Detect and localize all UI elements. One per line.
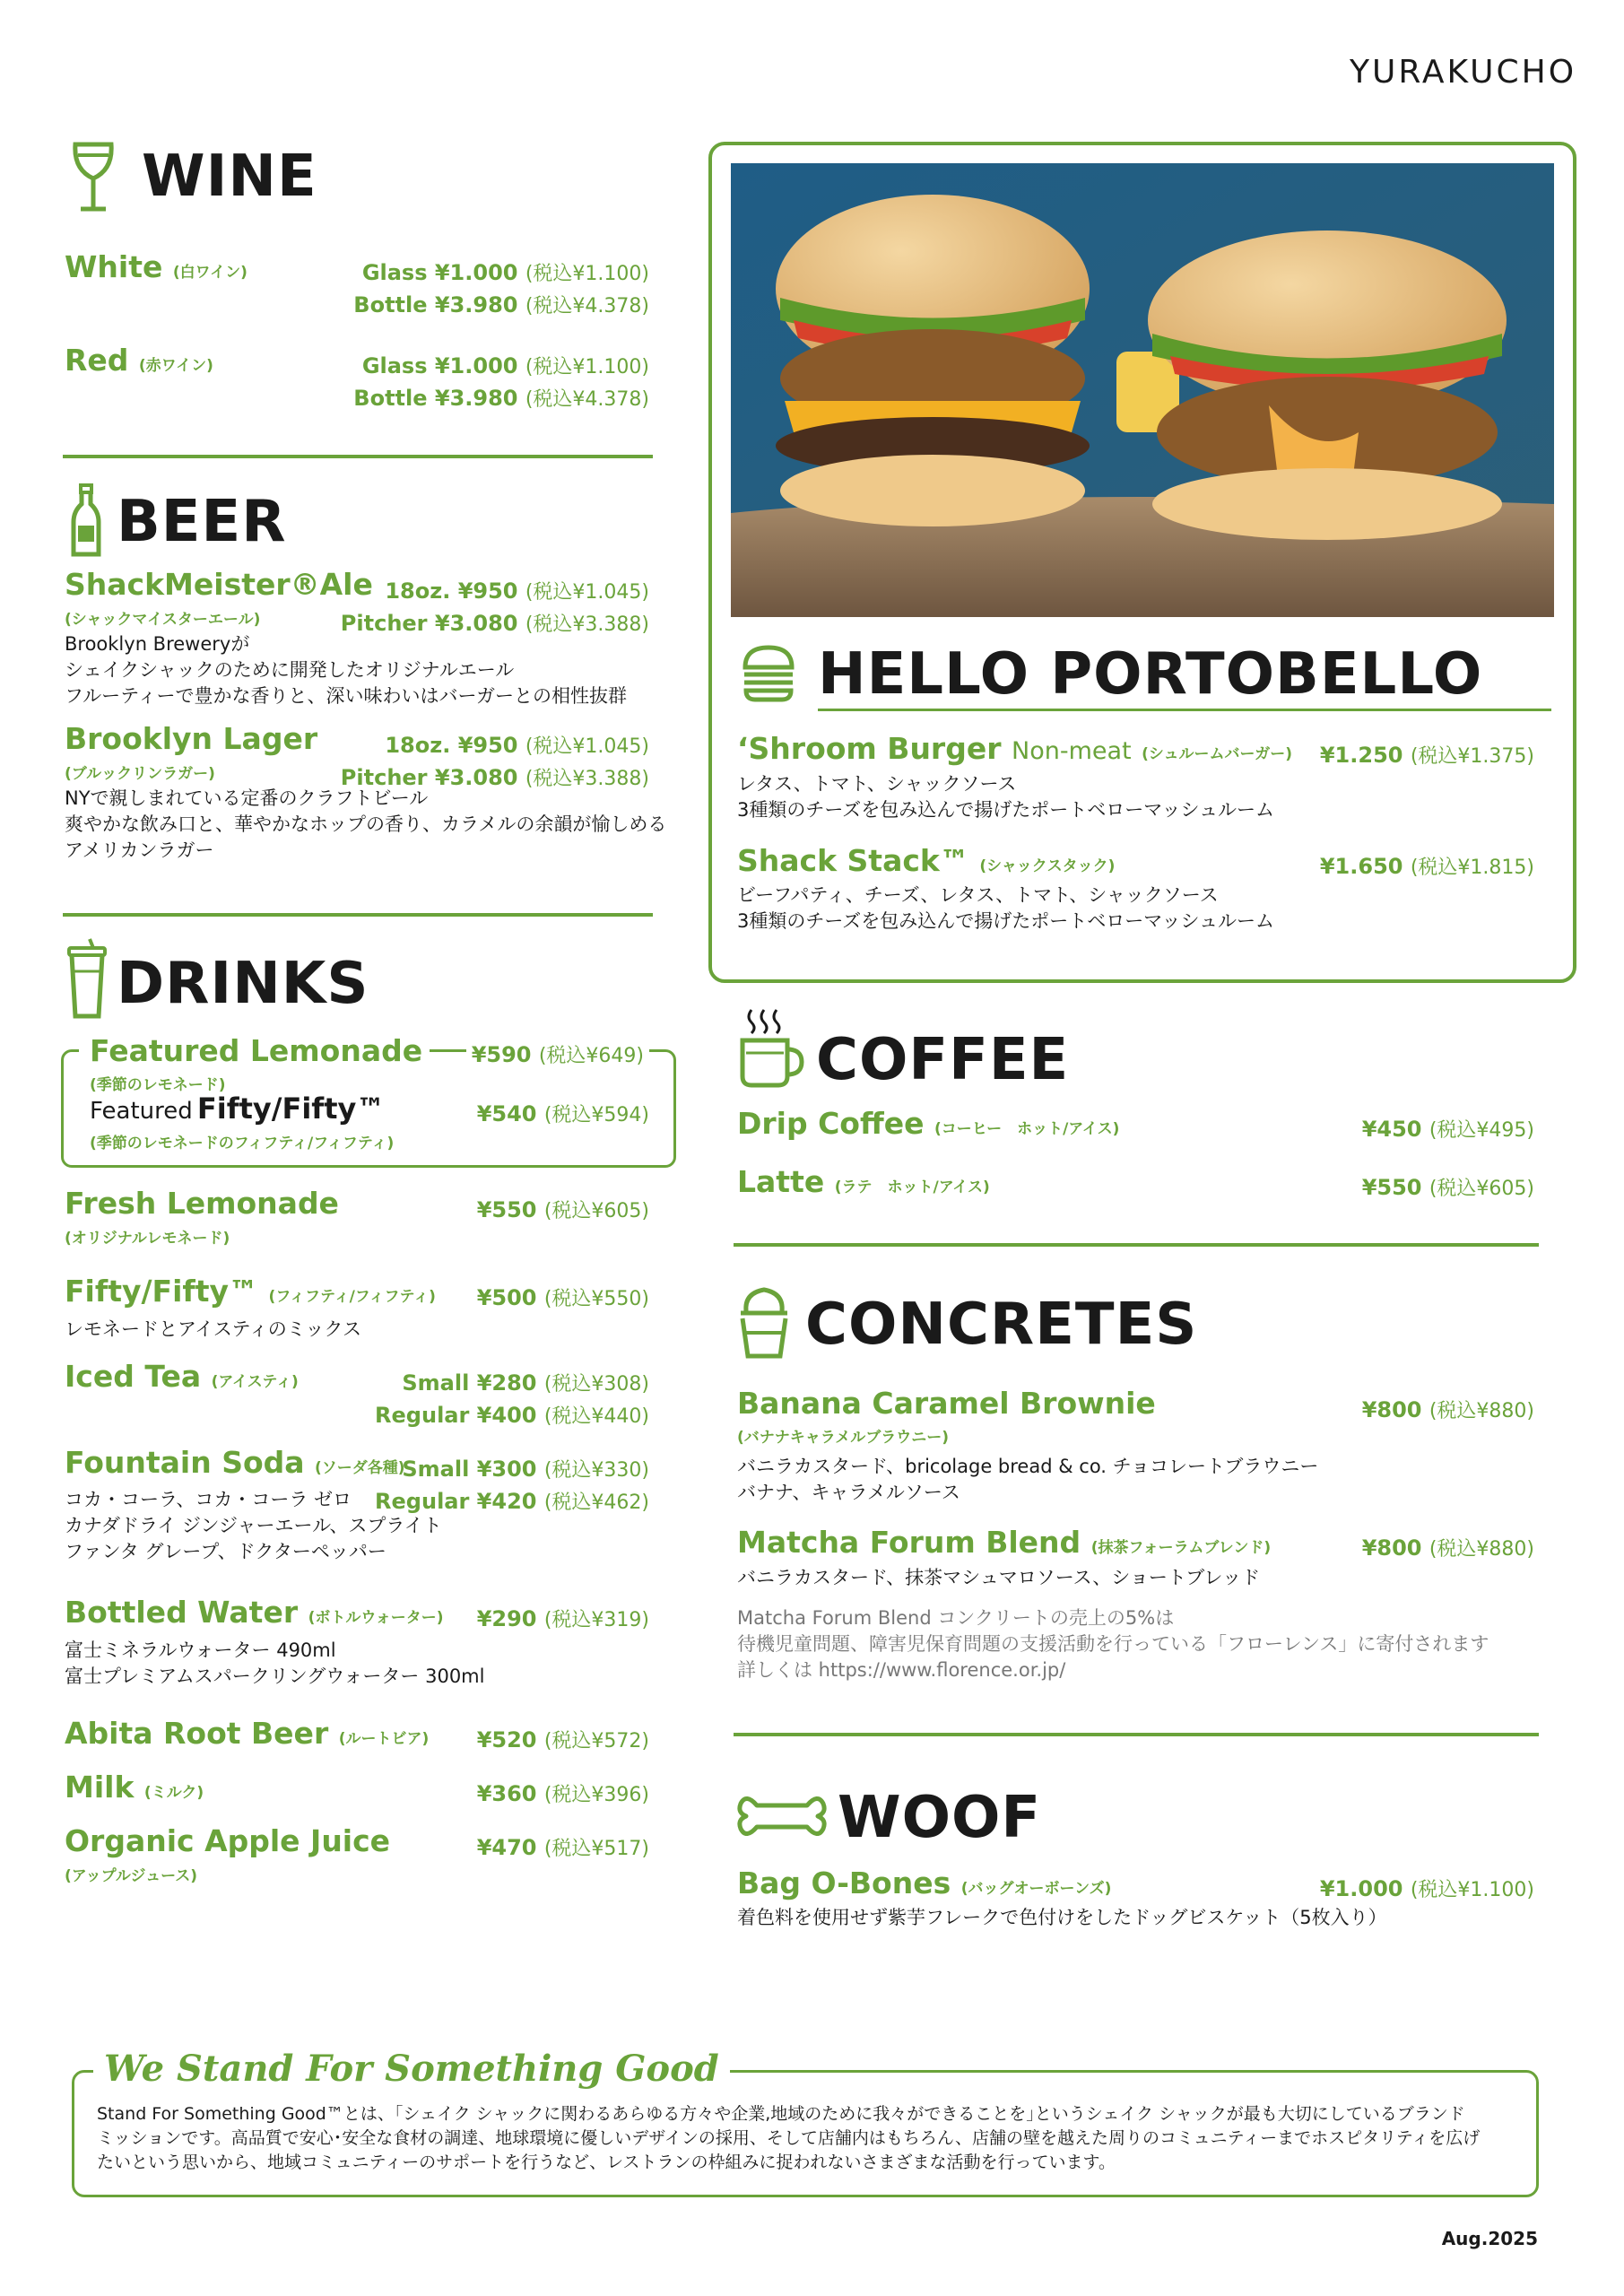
beer-lager-price-pitcher: Pitcher ¥3.080 (税込¥3.388)	[340, 765, 649, 790]
fountain-soda-price-regular: Regular ¥420 (税込¥462)	[375, 1489, 649, 1514]
apple-juice-jp: (アップルジュース)	[65, 1867, 198, 1885]
banana-brownie-jp: (バナナキャラメルブラウニー)	[737, 1429, 950, 1447]
fiftyfifty-name: Fifty/Fifty™ (フィフティ/フィフティ)	[65, 1274, 436, 1309]
matcha-blend-name: Matcha Forum Blend (抹茶フォーラムブレンド)	[737, 1525, 1272, 1560]
wine-glass-icon	[70, 139, 117, 215]
beer-lager-jp: (ブルックリンラガー)	[65, 765, 215, 783]
matcha-blend-price: ¥800 (税込¥880)	[1361, 1535, 1534, 1561]
banana-brownie-name: Banana Caramel Brownie	[737, 1386, 1156, 1421]
fountain-soda-price-small: Small ¥300 (税込¥330)	[402, 1457, 649, 1482]
ssg-title: We Stand For Something Good	[93, 2048, 730, 2090]
shroom-burger-name: ‘Shroom Burger Non-meat (シュルームバーガー)	[737, 731, 1292, 766]
bottled-water-desc: 富士ミネラルウォーター 490ml 富士プレミアムスパークリングウォーター 300ml	[65, 1639, 485, 1687]
iced-tea-price-small: Small ¥280 (税込¥308)	[402, 1370, 649, 1396]
shroom-burger-price: ¥1.250 (税込¥1.375)	[1319, 743, 1534, 768]
bottled-water-name: Bottled Water (ボトルウォーター)	[65, 1595, 444, 1630]
iced-tea-name: Iced Tea (アイスティ)	[65, 1359, 299, 1394]
shack-stack-price: ¥1.650 (税込¥1.815)	[1319, 854, 1534, 879]
milk-name: Milk (ミルク)	[65, 1770, 204, 1805]
divider	[734, 1733, 1539, 1736]
concrete-cup-icon	[737, 1283, 791, 1360]
milk-price: ¥360 (税込¥396)	[476, 1781, 649, 1806]
fountain-soda-desc: コカ・コーラ、コカ・コーラ ゼロ カナダドライ ジンジャーエール、スプライト ファンタ グレープ、ドクターペッパー	[65, 1489, 442, 1562]
ssg-text: Stand For Something Good™とは、｢シェイク シャックに関わるあらゆる方々や企業,地域のために我々ができることを｣というシェイク シャックが最も大切にしているブランド ミッションです。高品質で安心･安全な食材の調達、地球環境に優しいデザインの採用、そして店舗内はもちろん、店舗の壁を越えた周りのコミュニティーまでホスピタリティを広げ たいという思いから、地域コミュニティーのサポートを行うなど、レストランの枠組みに捉われないさまざまな活動を行っています。	[97, 2104, 1481, 2172]
root-beer-price: ¥520 (税込¥572)	[476, 1727, 649, 1752]
coffee-mug-icon	[737, 1006, 805, 1089]
banana-brownie-price: ¥800 (税込¥880)	[1361, 1397, 1534, 1422]
burger-icon	[742, 644, 795, 703]
concretes-title: CONCRETES	[805, 1292, 1198, 1358]
beer-lager-desc: NYで親しまれている定番のクラフトビール 爽やかな飲み口と、華やかなホップの香り、カラメルの余韻が愉しめる アメリカンラガー	[65, 787, 667, 861]
coffee-title: COFFEE	[816, 1027, 1070, 1093]
wine-white-glass-price: Glass ¥1.000 (税込¥1.100)	[361, 260, 649, 285]
shack-stack-desc: ビーフパティ、チーズ、レタス、トマト、シャックソース 3種類のチーズを包み込んで揚げたポートベローマッシュルーム	[737, 884, 1275, 932]
bag-o-bones-desc: 着色料を使用せず紫芋フレークで色付けをしたドッグビスケット（5枚入り）	[737, 1907, 1387, 1928]
wine-white-name: White (白ワイン)	[65, 249, 248, 284]
iced-tea-price-regular: Regular ¥400 (税込¥440)	[375, 1403, 649, 1428]
bottled-water-price: ¥290 (税込¥319)	[476, 1606, 649, 1631]
drip-coffee-price: ¥450 (税込¥495)	[1361, 1117, 1534, 1142]
featured-fiftyfifty-name: Featured Fifty/Fifty™	[90, 1091, 386, 1126]
featured-fiftyfifty-jp: (季節のレモネードのフィフティ/フィフティ)	[90, 1135, 395, 1152]
apple-juice-name: Organic Apple Juice	[65, 1823, 391, 1858]
florence-note: Matcha Forum Blend コンクリートの売上の5%は 待機児童問題、障害児保育問題の支援活動を行っている「フローレンス」に寄付されます 詳しくは https://www.florence.or.jp/	[737, 1607, 1489, 1681]
burger-photo	[731, 163, 1554, 617]
fiftyfifty-price: ¥500 (税込¥550)	[476, 1285, 649, 1310]
fiftyfifty-desc: レモネードとアイスティのミックス	[65, 1318, 362, 1340]
fresh-lemonade-jp: (オリジナルレモネード)	[65, 1230, 230, 1248]
dog-bone-icon	[737, 1789, 827, 1843]
wine-red-name: Red (赤ワイン)	[65, 343, 213, 378]
wine-red-bottle-price: Bottle ¥3.980 (税込¥4.378)	[353, 386, 649, 411]
beer-bottle-icon	[70, 483, 102, 558]
shack-stack-name: Shack Stack™ (シャックスタック)	[737, 843, 1116, 878]
wine-title: WINE	[142, 144, 317, 210]
beer-ale-name: ShackMeister®Ale	[65, 567, 373, 602]
wine-white-bottle-price: Bottle ¥3.980 (税込¥4.378)	[353, 292, 649, 317]
beer-title: BEER	[117, 489, 287, 555]
latte-name: Latte (ラテ ホット/アイス)	[737, 1164, 990, 1199]
divider	[63, 913, 653, 917]
beer-ale-jp: (シャックマイスターエール)	[65, 611, 261, 629]
drip-coffee-name: Drip Coffee (コーヒー ホット/アイス)	[737, 1106, 1120, 1141]
woof-title: WOOF	[838, 1785, 1042, 1851]
fountain-soda-name: Fountain Soda (ソーダ各種)	[65, 1445, 405, 1480]
featured-fiftyfifty-price: ¥540 (税込¥594)	[476, 1101, 649, 1126]
featured-lemonade-price: ¥590 (税込¥649)	[466, 1040, 649, 1068]
location-label: YURAKUCHO	[1350, 54, 1577, 91]
apple-juice-price: ¥470 (税込¥517)	[476, 1835, 649, 1860]
beer-ale-price-18oz: 18oz. ¥950 (税込¥1.045)	[385, 578, 649, 604]
root-beer-name: Abita Root Beer (ルートビア)	[65, 1716, 430, 1751]
drinks-title: DRINKS	[117, 951, 369, 1017]
banana-brownie-desc: バニラカスタード、bricolage bread & co. チョコレートブラウニー バナナ、キャラメルソース	[737, 1456, 1319, 1503]
bag-o-bones-name: Bag O-Bones (バッグオーボーンズ)	[737, 1866, 1112, 1900]
divider	[734, 1243, 1539, 1247]
shroom-burger-desc: レタス、トマト、シャックソース 3種類のチーズを包み込んで揚げたポートベローマッシュルーム	[737, 773, 1275, 821]
divider	[818, 709, 1551, 711]
portobello-title: HELLO PORTOBELLO	[818, 641, 1483, 708]
fresh-lemonade-price: ¥550 (税込¥605)	[476, 1197, 649, 1222]
divider	[63, 455, 653, 458]
beer-ale-desc: Brooklyn Breweryが シェイクシャックのために開発したオリジナルエール フルーティーで豊かな香りと、深い味わいはバーガーとの相性抜群	[65, 633, 628, 707]
wine-red-glass-price: Glass ¥1.000 (税込¥1.100)	[361, 353, 649, 378]
beer-ale-price-pitcher: Pitcher ¥3.080 (税込¥3.388)	[340, 611, 649, 636]
beer-lager-price-18oz: 18oz. ¥950 (税込¥1.045)	[385, 733, 649, 758]
matcha-blend-desc: バニラカスタード、抹茶マシュマロソース、ショートブレッド	[737, 1567, 1261, 1588]
issue-date: Aug.2025	[1441, 2228, 1538, 2249]
featured-lemonade-jp: (季節のレモネード)	[90, 1076, 226, 1094]
featured-lemonade-name: Featured Lemonade	[90, 1033, 430, 1068]
beer-lager-name: Brooklyn Lager	[65, 721, 318, 756]
drink-cup-icon	[66, 937, 108, 1020]
bag-o-bones-price: ¥1.000 (税込¥1.100)	[1319, 1876, 1534, 1901]
fresh-lemonade-name: Fresh Lemonade	[65, 1186, 339, 1221]
latte-price: ¥550 (税込¥605)	[1361, 1175, 1534, 1200]
